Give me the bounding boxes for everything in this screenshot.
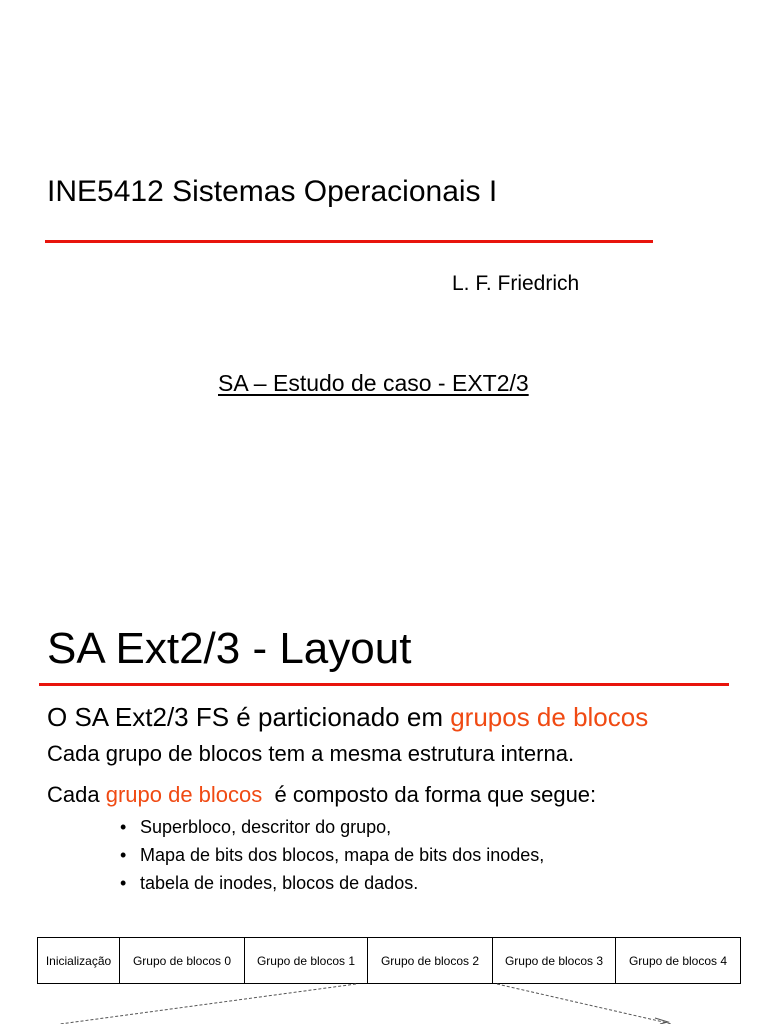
- layout-cell-boot: Inicialização: [38, 938, 120, 983]
- layout-cell-group-0: Grupo de blocos 0: [120, 938, 245, 983]
- intro-text: O SA Ext2/3 FS é particionado em: [47, 702, 451, 732]
- disk-layout-diagram: [37, 937, 741, 984]
- bullet-text: tabela de inodes, blocos de dados.: [140, 873, 419, 893]
- slide2-title-rule: [39, 683, 729, 686]
- layout-cell-group-1: Grupo de blocos 1: [245, 938, 368, 983]
- bullet-dot: •: [120, 873, 127, 893]
- slide2-structure-line: Cada grupo de blocos tem a mesma estrutura interna.: [47, 741, 575, 766]
- layout-cell-group-2: Grupo de blocos 2: [368, 938, 493, 983]
- composition-prefix: Cada: [47, 782, 106, 807]
- slide2-intro-line: [47, 700, 648, 734]
- bullet-item: [120, 869, 544, 897]
- composition-suffix: é composto da forma que segue:: [262, 782, 597, 807]
- slide1-title-rule: [45, 240, 653, 243]
- expansion-line-left: [60, 984, 356, 1024]
- expansion-line-right: [497, 984, 672, 1024]
- slide1-title: INE5412 Sistemas Operacionais I: [47, 175, 498, 208]
- bullet-text: Mapa de bits dos blocos, mapa de bits dos inodes,: [140, 845, 545, 865]
- bullet-text: Superbloco, descritor do grupo,: [140, 817, 392, 837]
- layout-cell-group-4: Grupo de blocos 4: [628, 953, 728, 968]
- intro-highlight: grupos de blocos: [450, 702, 649, 732]
- composition-bullet-list: [120, 813, 544, 897]
- slide1-author: L. F. Friedrich: [452, 272, 580, 295]
- bullet-dot: •: [120, 845, 127, 865]
- arrow-head-icon: [655, 1018, 668, 1024]
- slide2-title: SA Ext2/3 - Layout: [47, 624, 412, 673]
- layout-cell-group-3: Grupo de blocos 3: [493, 938, 616, 983]
- slide2-composition-line: [47, 780, 596, 810]
- bullet-item: [120, 813, 544, 841]
- bullet-dot: •: [120, 817, 127, 837]
- bullet-item: [120, 841, 544, 869]
- composition-highlight: grupo de blocos: [105, 782, 263, 807]
- slide1-subtitle: SA – Estudo de caso - EXT2/3: [218, 370, 529, 396]
